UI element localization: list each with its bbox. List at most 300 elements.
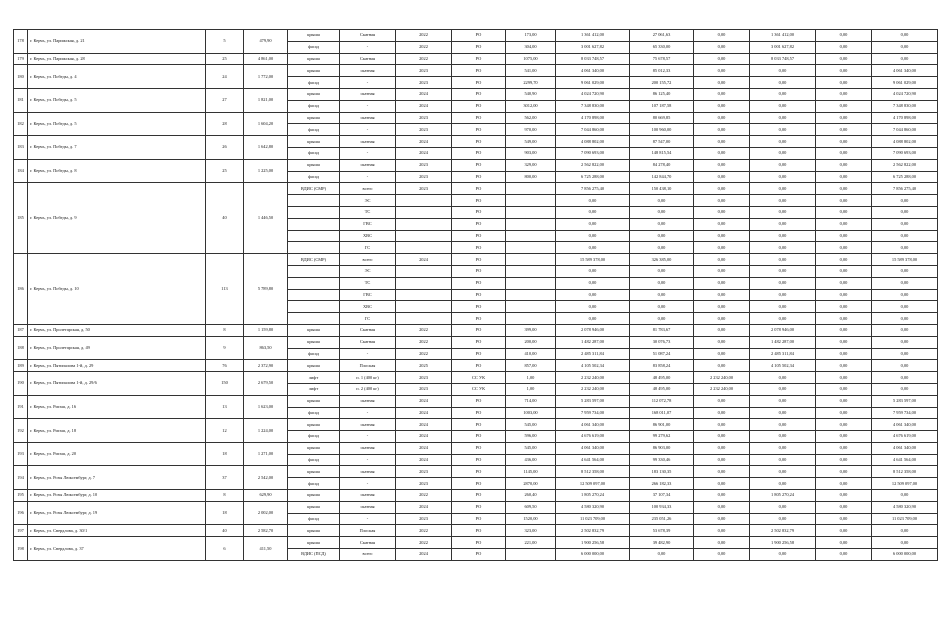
structure-type-cell: ЭС [340, 265, 396, 277]
fund-ro-2022-cell: 0,00 [750, 431, 816, 443]
work-type-cell: ВДИС (СМР) [288, 183, 340, 195]
structure-type-cell: - [340, 348, 396, 360]
structure-type-cell: Скатная [340, 336, 396, 348]
fund-ro-2023-cell: 0,00 [816, 525, 872, 537]
total-cost-cell: 15 589 378,00 [556, 254, 630, 266]
program-cell: РО [452, 289, 506, 301]
fund-uk-cell: 0,00 [694, 501, 750, 513]
year-cell: 2023 [396, 124, 452, 136]
fund-ro-2022-cell: 0,00 [750, 230, 816, 242]
fund-ro-2022-cell: 0,00 [750, 218, 816, 230]
volume-cell: 540,90 [506, 88, 556, 100]
work-type-cell [288, 195, 340, 207]
fund-ro-2023-cell: 0,00 [816, 289, 872, 301]
program-cell: РО [452, 490, 506, 502]
volume-cell: 329,00 [506, 159, 556, 171]
specific-cost-cell: 0,00 [630, 206, 694, 218]
apartments-cell: 5 [206, 30, 244, 54]
total-cost-cell: 3 001 627,82 [556, 41, 630, 53]
specific-cost-cell: 0,00 [630, 218, 694, 230]
volume-cell [506, 277, 556, 289]
structure-type-cell: скатная [340, 88, 396, 100]
fund-ro-2024-cell: 0,00 [872, 206, 938, 218]
row-number: 189 [14, 360, 28, 372]
structure-type-cell: всего [340, 183, 396, 195]
fund-ro-2023-cell: 0,00 [816, 206, 872, 218]
volume-cell: 410,00 [506, 348, 556, 360]
volume-cell [506, 254, 556, 266]
total-cost-cell: 1 482 287,00 [556, 336, 630, 348]
year-cell: 2024 [396, 407, 452, 419]
apartments-cell: 13 [206, 395, 244, 419]
apartments-cell: 113 [206, 254, 244, 325]
total-cost-cell: 0,00 [556, 301, 630, 313]
total-cost-cell: 0,00 [556, 242, 630, 254]
volume-cell [506, 242, 556, 254]
total-cost-cell: 0,00 [556, 289, 630, 301]
fund-ro-2022-cell: 0,00 [750, 513, 816, 525]
total-cost-cell: 4 170 898,00 [556, 112, 630, 124]
fund-ro-2024-cell: 7 044 860,00 [872, 124, 938, 136]
fund-ro-2024-cell: 0,00 [872, 195, 938, 207]
fund-ro-2022-cell: 0,00 [750, 171, 816, 183]
fund-ro-2024-cell: 7 090 693,00 [872, 147, 938, 159]
year-cell: 2024 [396, 100, 452, 112]
row-number: 197 [14, 525, 28, 537]
fund-ro-2023-cell: 0,00 [816, 348, 872, 360]
program-cell: РО [452, 88, 506, 100]
specific-cost-cell: 0,00 [630, 230, 694, 242]
volume-cell: 1520,00 [506, 513, 556, 525]
fund-ro-2022-cell: 4 105 502,34 [750, 360, 816, 372]
total-cost-cell: 9 061 029,00 [556, 77, 630, 89]
total-cost-cell: 5 283 597,00 [556, 395, 630, 407]
fund-ro-2024-cell: 4 580 320,90 [872, 501, 938, 513]
area-cell: 1 642,80 [244, 136, 288, 160]
fund-ro-2023-cell: 0,00 [816, 100, 872, 112]
structure-type-cell: ХВС [340, 230, 396, 242]
volume-cell: 2870,00 [506, 478, 556, 490]
address-cell: г. Керчь, ул. Пролетарская, д. 49 [28, 336, 206, 360]
year-cell: 2023 [396, 171, 452, 183]
structure-type-cell: скатная [340, 136, 396, 148]
fund-ro-2023-cell: 0,00 [816, 277, 872, 289]
fund-ro-2024-cell: 0,00 [872, 41, 938, 53]
area-cell: 629,90 [244, 490, 288, 502]
fund-ro-2023-cell: 0,00 [816, 265, 872, 277]
total-cost-cell: 7 959 734,00 [556, 407, 630, 419]
area-cell: 2 679,50 [244, 372, 288, 396]
row-number: 188 [14, 336, 28, 360]
area-cell: 1 821,00 [244, 88, 288, 112]
area-cell: 1 604,20 [244, 112, 288, 136]
fund-ro-2022-cell: 8 033 748,57 [750, 53, 816, 65]
volume-cell [506, 183, 556, 195]
work-type-cell: фасад [288, 478, 340, 490]
fund-ro-2023-cell: 0,00 [816, 395, 872, 407]
volume-cell [506, 301, 556, 313]
program-cell: РО [452, 136, 506, 148]
row-number: 178 [14, 30, 28, 54]
fund-uk-cell: 0,00 [694, 490, 750, 502]
program-cell: РО [452, 100, 506, 112]
program-cell: РО [452, 525, 506, 537]
year-cell [396, 206, 452, 218]
fund-ro-2022-cell: 0,00 [750, 195, 816, 207]
work-type-cell: крыша [288, 466, 340, 478]
fund-ro-2023-cell: 0,00 [816, 501, 872, 513]
fund-ro-2024-cell: 4 676 619,00 [872, 431, 938, 443]
apartments-cell: 40 [206, 183, 244, 254]
year-cell: 2024 [396, 431, 452, 443]
structure-type-cell: п. 1 (400 кг) [340, 372, 396, 384]
specific-cost-cell: 87 547,00 [630, 136, 694, 148]
fund-ro-2024-cell: 0,00 [872, 537, 938, 549]
address-cell: г. Керчь, ул. Ригаш, д. 18 [28, 419, 206, 443]
fund-ro-2022-cell: 0,00 [750, 183, 816, 195]
year-cell [396, 242, 452, 254]
apartments-cell: 76 [206, 360, 244, 372]
fund-ro-2022-cell: 0,00 [750, 289, 816, 301]
year-cell: 2023 [396, 513, 452, 525]
year-cell: 2023 [396, 466, 452, 478]
fund-ro-2022-cell: 0,00 [750, 466, 816, 478]
specific-cost-cell: 200 155,72 [630, 77, 694, 89]
table-row [14, 112, 938, 124]
fund-ro-2023-cell: 0,00 [816, 30, 872, 42]
structure-type-cell: ГС [340, 313, 396, 325]
work-type-cell: крыша [288, 136, 340, 148]
fund-uk-cell: 0,00 [694, 218, 750, 230]
volume-cell: 304,00 [506, 41, 556, 53]
fund-ro-2022-cell: 0,00 [750, 242, 816, 254]
structure-type-cell: Скатная [340, 537, 396, 549]
fund-ro-2022-cell: 0,00 [750, 419, 816, 431]
fund-ro-2024-cell: 4 024 720,90 [872, 88, 938, 100]
fund-ro-2022-cell: 0,00 [750, 206, 816, 218]
fund-ro-2024-cell: 0,00 [872, 53, 938, 65]
volume-cell: 399,00 [506, 324, 556, 336]
fund-ro-2022-cell: 0,00 [750, 136, 816, 148]
program-cell: РО [452, 242, 506, 254]
program-cell: РО [452, 41, 506, 53]
year-cell: 2024 [396, 501, 452, 513]
fund-uk-cell: 0,00 [694, 336, 750, 348]
program-cell: РО [452, 313, 506, 325]
structure-type-cell: - [340, 478, 396, 490]
year-cell: 2022 [396, 30, 452, 42]
fund-ro-2024-cell: 0,00 [872, 301, 938, 313]
fund-ro-2022-cell: 0,00 [750, 77, 816, 89]
year-cell: 2024 [396, 147, 452, 159]
specific-cost-cell: 100 934,33 [630, 501, 694, 513]
specific-cost-cell: 0,00 [630, 549, 694, 561]
table-row [14, 490, 938, 502]
work-type-cell [288, 265, 340, 277]
program-cell: РО [452, 478, 506, 490]
specific-cost-cell: 86 125,40 [630, 88, 694, 100]
fund-ro-2024-cell: 7 348 830,00 [872, 100, 938, 112]
program-cell: РО [452, 407, 506, 419]
area-cell: 1 446,50 [244, 183, 288, 254]
specific-cost-cell: 168 011,07 [630, 407, 694, 419]
area-cell: 479,90 [244, 30, 288, 54]
fund-ro-2022-cell: 0,00 [750, 147, 816, 159]
year-cell: 2023 [396, 183, 452, 195]
row-number: 183 [14, 136, 28, 160]
volume-cell [506, 218, 556, 230]
program-cell: РО [452, 501, 506, 513]
fund-ro-2024-cell: 4 088 802,00 [872, 136, 938, 148]
total-cost-cell: 2 232 240,00 [556, 383, 630, 395]
program-cell: РО [452, 442, 506, 454]
total-cost-cell: 7 348 830,00 [556, 100, 630, 112]
total-cost-cell: 11 023 709,00 [556, 513, 630, 525]
fund-ro-2022-cell: 0,00 [750, 277, 816, 289]
program-cell: РО [452, 419, 506, 431]
total-cost-cell: 4 580 320,90 [556, 501, 630, 513]
address-cell: г. Керчь, ул. Розы Люксембург, д. 7 [28, 466, 206, 490]
volume-cell: 1003,00 [506, 407, 556, 419]
volume-cell: 970,00 [506, 124, 556, 136]
work-type-cell: крыша [288, 525, 340, 537]
fund-ro-2023-cell: 0,00 [816, 419, 872, 431]
specific-cost-cell: 75 678,57 [630, 53, 694, 65]
total-cost-cell: 4 676 619,00 [556, 431, 630, 443]
fund-uk-cell: 2 232 240,00 [694, 383, 750, 395]
program-cell: РО [452, 183, 506, 195]
address-cell: г. Керчь, ул. Ригаш, д. 20 [28, 442, 206, 466]
structure-type-cell: скатная [340, 501, 396, 513]
apartments-cell: 37 [206, 466, 244, 490]
fund-ro-2024-cell: 0,00 [872, 383, 938, 395]
program-cell: РО [452, 254, 506, 266]
volume-cell: 1075,00 [506, 53, 556, 65]
fund-ro-2022-cell: 0,00 [750, 501, 816, 513]
fund-ro-2022-cell: 1 361 412,00 [750, 30, 816, 42]
fund-ro-2023-cell: 0,00 [816, 383, 872, 395]
fund-ro-2022-cell: 0,00 [750, 301, 816, 313]
total-cost-cell: 0,00 [556, 206, 630, 218]
specific-cost-cell: 83 858,24 [630, 360, 694, 372]
fund-uk-cell: 0,00 [694, 442, 750, 454]
structure-type-cell: - [340, 41, 396, 53]
total-cost-cell: 4 088 802,00 [556, 136, 630, 148]
address-cell: г. Керчь, ул. Победы, д. 9 [28, 183, 206, 254]
work-type-cell: крыша [288, 442, 340, 454]
structure-type-cell: ГС [340, 242, 396, 254]
year-cell: 2023 [396, 372, 452, 384]
volume-cell [506, 289, 556, 301]
work-type-cell [288, 242, 340, 254]
total-cost-cell: 2 078 946,00 [556, 324, 630, 336]
total-cost-cell: 2 485 311,84 [556, 348, 630, 360]
address-cell: г. Керчь, ул. Свердлова, д. 30/1 [28, 525, 206, 537]
volume-cell: 545,00 [506, 442, 556, 454]
fund-ro-2023-cell: 0,00 [816, 242, 872, 254]
specific-cost-cell: 84 278,40 [630, 159, 694, 171]
year-cell: 2022 [396, 348, 452, 360]
address-cell: г. Керчь, ул. Пятипалова 1-й, д. 29 [28, 360, 206, 372]
specific-cost-cell: 142 844,70 [630, 171, 694, 183]
program-cell: РО [452, 77, 506, 89]
year-cell: 2024 [396, 395, 452, 407]
total-cost-cell: 0,00 [556, 265, 630, 277]
fund-ro-2023-cell: 0,00 [816, 254, 872, 266]
structure-type-cell: скатная [340, 395, 396, 407]
fund-uk-cell: 0,00 [694, 478, 750, 490]
fund-uk-cell: 2 232 240,00 [694, 372, 750, 384]
volume-cell [506, 265, 556, 277]
table-row [14, 501, 938, 513]
fund-ro-2023-cell: 0,00 [816, 336, 872, 348]
table-row [14, 254, 938, 266]
volume-cell [506, 549, 556, 561]
work-type-cell: крыша [288, 65, 340, 77]
fund-ro-2022-cell: 0,00 [750, 254, 816, 266]
total-cost-cell: 4 641 564,00 [556, 454, 630, 466]
fund-ro-2023-cell: 0,00 [816, 147, 872, 159]
fund-ro-2024-cell: 0,00 [872, 277, 938, 289]
specific-cost-cell: 150 438,10 [630, 183, 694, 195]
fund-ro-2023-cell: 0,00 [816, 77, 872, 89]
structure-type-cell: - [340, 77, 396, 89]
fund-ro-2022-cell: 0,00 [750, 383, 816, 395]
apartments-cell: 25 [206, 159, 244, 183]
volume-cell: 323,00 [506, 525, 556, 537]
row-number: 182 [14, 112, 28, 136]
fund-uk-cell: 0,00 [694, 277, 750, 289]
structure-type-cell: Плоская [340, 360, 396, 372]
fund-ro-2022-cell: 0,00 [750, 407, 816, 419]
fund-ro-2024-cell: 4 170 898,00 [872, 112, 938, 124]
year-cell [396, 277, 452, 289]
total-cost-cell: 6 000 000,00 [556, 549, 630, 561]
fund-ro-2022-cell: 0,00 [750, 478, 816, 490]
fund-uk-cell: 0,00 [694, 549, 750, 561]
structure-type-cell: ТС [340, 277, 396, 289]
work-type-cell: крыша [288, 30, 340, 42]
volume-cell: 260,40 [506, 490, 556, 502]
program-cell: РО [452, 147, 506, 159]
specific-cost-cell: 80 669,85 [630, 112, 694, 124]
volume-cell: 596,00 [506, 431, 556, 443]
work-type-cell: крыша [288, 360, 340, 372]
table-row [14, 183, 938, 195]
table-row [14, 65, 938, 77]
fund-ro-2024-cell: 0,00 [872, 372, 938, 384]
program-cell: РО [452, 124, 506, 136]
volume-cell: 1,00 [506, 372, 556, 384]
fund-ro-2024-cell: 4 641 564,00 [872, 454, 938, 466]
year-cell: 2024 [396, 419, 452, 431]
fund-ro-2022-cell: 0,00 [750, 372, 816, 384]
volume-cell: 714,00 [506, 395, 556, 407]
fund-uk-cell: 0,00 [694, 136, 750, 148]
fund-ro-2023-cell: 0,00 [816, 478, 872, 490]
work-type-cell: фасад [288, 41, 340, 53]
fund-ro-2023-cell: 0,00 [816, 159, 872, 171]
fund-ro-2024-cell: 0,00 [872, 348, 938, 360]
work-type-cell: ВДИС (СМР) [288, 254, 340, 266]
fund-ro-2024-cell: 11 023 709,00 [872, 513, 938, 525]
fund-ro-2024-cell: 12 509 097,00 [872, 478, 938, 490]
total-cost-cell: 0,00 [556, 313, 630, 325]
volume-cell: 800,00 [506, 171, 556, 183]
volume-cell [506, 206, 556, 218]
fund-ro-2023-cell: 0,00 [816, 513, 872, 525]
year-cell: 2023 [396, 65, 452, 77]
volume-cell: 545,00 [506, 419, 556, 431]
fund-ro-2022-cell: 0,00 [750, 124, 816, 136]
fund-uk-cell: 0,00 [694, 77, 750, 89]
total-cost-cell: 1 361 412,00 [556, 30, 630, 42]
specific-cost-cell: 0,00 [630, 313, 694, 325]
specific-cost-cell: 0,00 [630, 242, 694, 254]
apartments-cell: 8 [206, 490, 244, 502]
volume-cell: 609,50 [506, 501, 556, 513]
table-row [14, 53, 938, 65]
fund-uk-cell: 0,00 [694, 466, 750, 478]
fund-uk-cell: 0,00 [694, 183, 750, 195]
fund-ro-2024-cell: 7 959 734,00 [872, 407, 938, 419]
fund-ro-2024-cell: 0,00 [872, 30, 938, 42]
fund-ro-2022-cell: 2 485 311,84 [750, 348, 816, 360]
year-cell: 2023 [396, 383, 452, 395]
fund-ro-2023-cell: 0,00 [816, 466, 872, 478]
work-type-cell: крыша [288, 112, 340, 124]
structure-type-cell: - [340, 147, 396, 159]
work-type-cell: фасад [288, 100, 340, 112]
specific-cost-cell: 86 901,00 [630, 419, 694, 431]
fund-ro-2023-cell: 0,00 [816, 442, 872, 454]
year-cell [396, 301, 452, 313]
work-type-cell [288, 230, 340, 242]
apartments-cell: 6 [206, 537, 244, 561]
program-cell: РО [452, 549, 506, 561]
table-row [14, 88, 938, 100]
structure-type-cell: - [340, 513, 396, 525]
fund-uk-cell: 0,00 [694, 289, 750, 301]
year-cell: 2024 [396, 442, 452, 454]
volume-cell: 200,00 [506, 336, 556, 348]
program-cell: РО [452, 348, 506, 360]
address-cell: г. Керчь, ул. Победы, д. 8 [28, 159, 206, 183]
address-cell: г. Керчь, ул. Победы, д. 5 [28, 112, 206, 136]
fund-ro-2022-cell: 1 900 256,58 [750, 537, 816, 549]
area-cell: 1 224,00 [244, 419, 288, 443]
fund-ro-2024-cell: 6 725 288,00 [872, 171, 938, 183]
fund-ro-2024-cell: 0,00 [872, 360, 938, 372]
year-cell [396, 195, 452, 207]
total-cost-cell: 0,00 [556, 218, 630, 230]
apartments-cell: 40 [206, 525, 244, 537]
total-cost-cell: 7 856 275,40 [556, 183, 630, 195]
structure-type-cell: всего [340, 254, 396, 266]
program-cell: РО [452, 112, 506, 124]
fund-ro-2024-cell: 0,00 [872, 230, 938, 242]
structure-type-cell: - [340, 454, 396, 466]
fund-ro-2024-cell: 2 562 822,00 [872, 159, 938, 171]
work-type-cell: крыша [288, 501, 340, 513]
total-cost-cell: 6 725 288,00 [556, 171, 630, 183]
total-cost-cell: 0,00 [556, 277, 630, 289]
year-cell: 2022 [396, 53, 452, 65]
specific-cost-cell: 39 482,90 [630, 537, 694, 549]
row-number: 181 [14, 88, 28, 112]
fund-uk-cell: 0,00 [694, 301, 750, 313]
total-cost-cell: 2 232 240,00 [556, 372, 630, 384]
